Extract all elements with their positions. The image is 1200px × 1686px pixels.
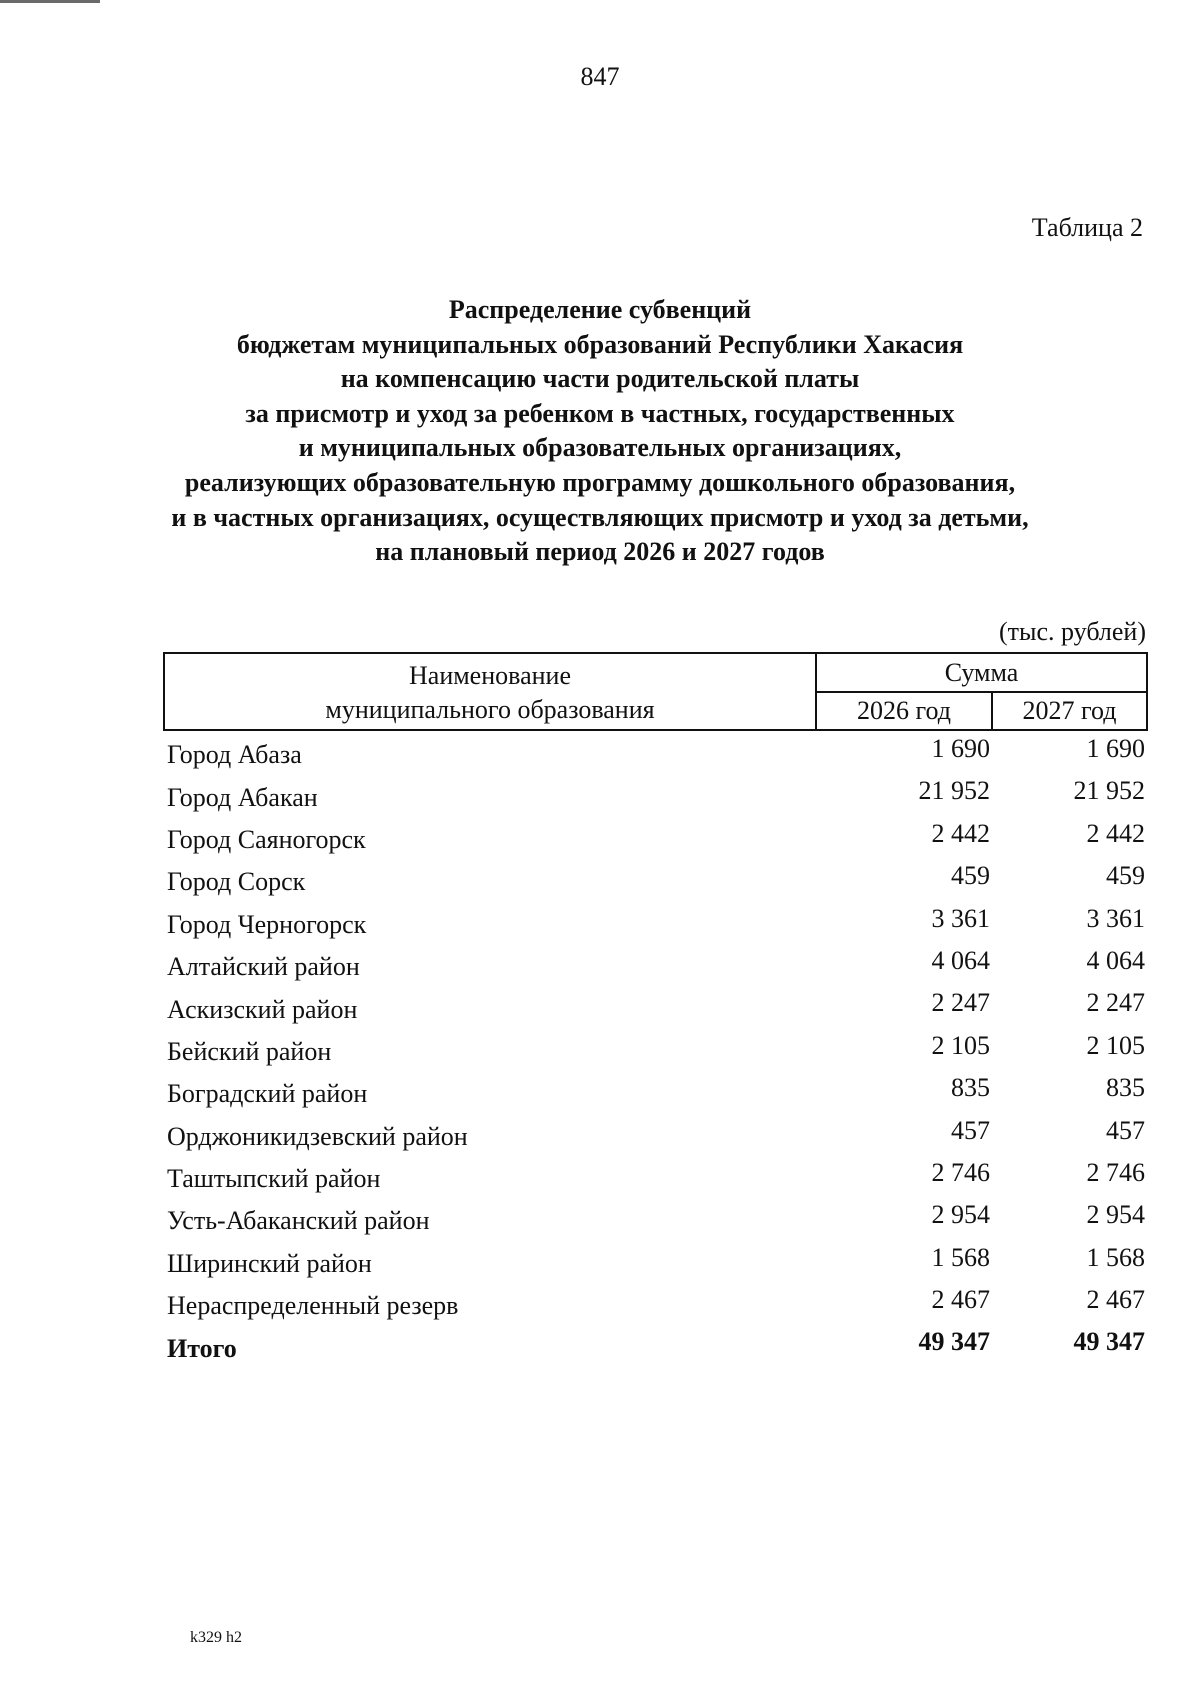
municipality-name: Аскизский район (167, 994, 358, 1024)
municipality-name: Бейский район (167, 1036, 332, 1066)
amount-2027: 2 467 (1086, 1285, 1145, 1315)
table-row (164, 858, 1147, 900)
amount-2027: 2 746 (1086, 1157, 1145, 1187)
title-line: реализующих образовательную программу дошкольного образования, (184, 467, 1016, 497)
municipality-name: Город Саяногорск (167, 824, 366, 854)
amount-2027: 459 (1106, 861, 1145, 891)
units-label: (тыс. рублей) (998, 617, 1146, 646)
municipality-name: Боградский район (167, 1079, 368, 1109)
municipality-name: Ширинский район (167, 1248, 372, 1278)
title-line: бюджетам муниципальных образований Республики Хакасия (236, 329, 964, 359)
table-body (164, 730, 1147, 1367)
amount-2027: 2 954 (1086, 1200, 1145, 1230)
amount-2027: 21 952 (1073, 776, 1145, 806)
footer-code: k329 h2 (190, 1629, 242, 1646)
subvention-table (163, 652, 1148, 1367)
amount-2027: 4 064 (1086, 945, 1145, 975)
title-line: и муниципальных образовательных организациях, (298, 433, 902, 463)
municipality-name: Нераспределенный резерв (167, 1291, 459, 1321)
table-row (164, 1155, 1147, 1197)
total-2027: 49 347 (1073, 1327, 1145, 1357)
amount-2027: 2 442 (1086, 818, 1145, 848)
amount-2026: 2 442 (931, 818, 990, 848)
municipality-name: Усть-Абаканский район (167, 1206, 430, 1236)
table-row (164, 1028, 1147, 1070)
amount-2026: 1 568 (931, 1242, 990, 1272)
table-row (164, 816, 1147, 858)
municipality-name: Алтайский район (167, 952, 360, 982)
table-row (164, 730, 1147, 773)
municipality-name: Город Абакан (167, 782, 318, 812)
amount-2026: 2 467 (931, 1285, 990, 1315)
amount-2026: 457 (951, 1115, 990, 1145)
table-row (164, 1240, 1147, 1282)
amount-2026: 2 954 (931, 1200, 990, 1230)
title-line: на плановый период 2026 и 2027 годов (375, 537, 825, 567)
amount-2026: 4 064 (931, 945, 990, 975)
amount-2026: 2 105 (931, 1030, 990, 1060)
header-year-2027: 2027 год (992, 692, 1147, 730)
amount-2026: 835 (951, 1073, 990, 1103)
municipality-name: Орджоникидзевский район (167, 1121, 468, 1151)
header-municipality-line2: муниципального образования (325, 694, 655, 724)
amount-2027: 457 (1106, 1115, 1145, 1145)
table-row (164, 943, 1147, 985)
municipality-name: Город Сорск (167, 867, 306, 897)
municipality-name: Город Абаза (167, 740, 302, 770)
header-municipality-line1: Наименование (409, 660, 571, 690)
header-sum: Сумма (816, 653, 1147, 692)
table-header (164, 653, 1147, 730)
table-row (164, 1197, 1147, 1239)
header-municipality (164, 653, 816, 730)
amount-2027: 3 361 (1086, 903, 1145, 933)
amount-2026: 21 952 (918, 776, 990, 806)
table-row (164, 1282, 1147, 1324)
document-title (0, 293, 1200, 570)
table-row (164, 1113, 1147, 1155)
table-label: Таблица 2 (1031, 213, 1143, 242)
total-2026: 49 347 (918, 1327, 990, 1357)
title-line: Распределение субвенций (448, 295, 752, 324)
scan-corner-mark (0, 0, 100, 3)
table-row (164, 985, 1147, 1027)
title-line: и в частных организациях, осуществляющих присмотр и уход за детьми, (171, 502, 1029, 532)
table-row (164, 1070, 1147, 1112)
amount-2027: 1 568 (1086, 1242, 1145, 1272)
amount-2027: 2 247 (1086, 988, 1145, 1018)
amount-2027: 835 (1106, 1073, 1145, 1103)
title-line: за присмотр и уход за ребенком в частных, государственных (245, 398, 955, 428)
table-row (164, 773, 1147, 815)
municipality-name: Город Черногорск (167, 909, 367, 939)
amount-2027: 2 105 (1086, 1030, 1145, 1060)
amount-2027: 1 690 (1086, 734, 1145, 763)
amount-2026: 2 746 (931, 1157, 990, 1187)
amount-2026: 459 (951, 861, 990, 891)
page-number: 847 (580, 62, 620, 91)
amount-2026: 1 690 (931, 734, 990, 763)
total-label: Итого (167, 1333, 237, 1363)
municipality-name: Таштыпский район (167, 1164, 381, 1194)
total-row (164, 1324, 1147, 1366)
table-row (164, 901, 1147, 943)
title-line: на компенсацию части родительской платы (340, 364, 860, 394)
amount-2026: 3 361 (931, 903, 990, 933)
amount-2026: 2 247 (931, 988, 990, 1018)
header-year-2026: 2026 год (816, 692, 992, 730)
